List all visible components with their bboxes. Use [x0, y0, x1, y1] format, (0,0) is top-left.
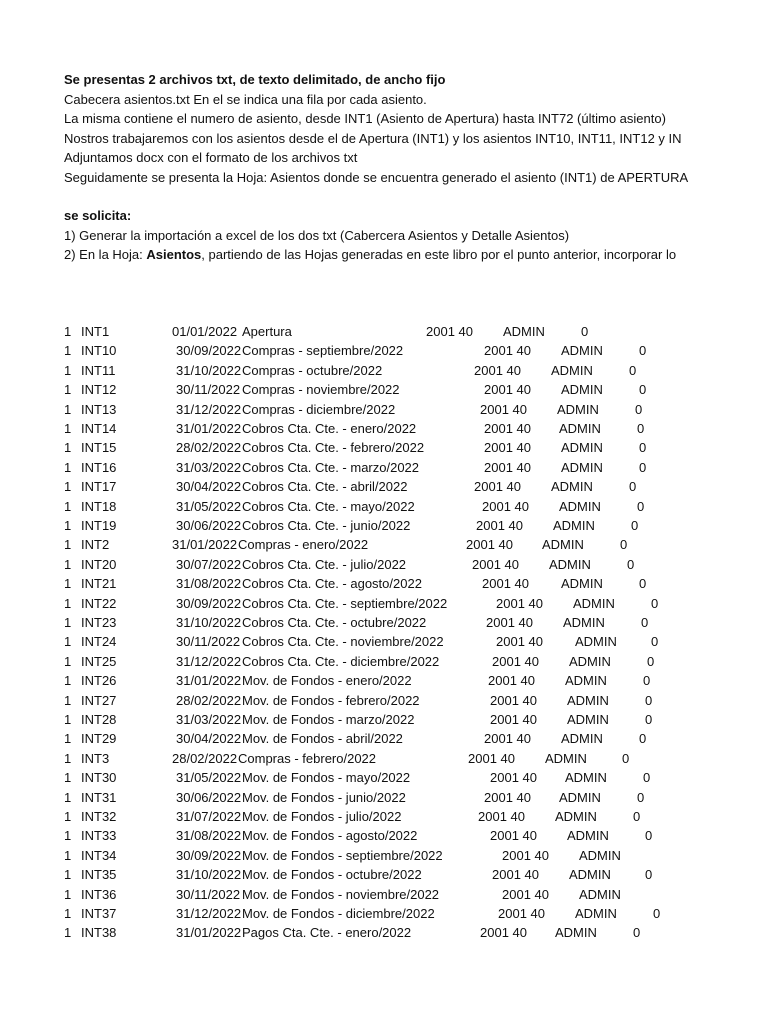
asiento-user: ADMIN [567, 712, 609, 727]
asiento-flag: 0 [643, 770, 651, 786]
asiento-description: Mov. de Fondos - mayo/2022 [242, 770, 411, 786]
asiento-number: 2001 40 [484, 789, 531, 805]
asiento-flag: 0 [633, 925, 641, 941]
asiento-code: INT3 [81, 750, 110, 766]
asiento-number: 2001 40 [472, 556, 519, 572]
request-item-2 [64, 245, 768, 265]
asiento-number: 2001 40 [468, 750, 515, 766]
table-row [0, 846, 768, 865]
asiento-flag: 0 [639, 731, 647, 747]
asiento-description: Cobros Cta. Cte. - diciembre/2022 [242, 653, 440, 669]
asiento-date: 31/12/2022 [176, 906, 242, 921]
asiento-number: 2001 40 [484, 343, 531, 359]
table-row [0, 341, 768, 360]
asiento-flag: 0 [647, 653, 655, 669]
asiento-description: Cobros Cta. Cte. - noviembre/2022 [242, 634, 444, 650]
intro-line-5: Adjuntamos docx con el formato de los archivos txt [64, 150, 358, 165]
asiento-number: 2001 40 [478, 809, 525, 824]
table-row [0, 535, 768, 554]
asiento-date: 30/07/2022 [176, 556, 242, 572]
asiento-description: Mov. de Fondos - enero/2022 [242, 673, 412, 689]
table-row [0, 361, 768, 380]
asiento-flag: 0 [645, 828, 653, 844]
asiento-number: 2001 40 [486, 615, 533, 630]
asiento-date: 30/04/2022 [176, 479, 242, 495]
asiento-flag: 0 [645, 712, 653, 727]
asiento-flag: 0 [651, 595, 659, 611]
asiento-date: 31/05/2022 [176, 498, 242, 514]
asiento-date: 31/12/2022 [176, 401, 242, 417]
table-row [0, 923, 768, 942]
asiento-number: 2001 40 [492, 653, 539, 669]
row-number: 1 [64, 673, 72, 689]
request-item-1: 1) Generar la importación a excel de los dos txt (Cabercera Asientos y Detalle Asientos) [64, 227, 570, 243]
row-number: 1 [64, 925, 72, 941]
spacer [64, 187, 768, 206]
asiento-number: 2001 40 [484, 731, 531, 747]
asiento-date: 31/10/2022 [176, 867, 242, 883]
asiento-date: 31/03/2022 [176, 712, 242, 727]
asiento-flag: 0 [639, 343, 647, 359]
table-row [0, 885, 768, 904]
request-item-2-bold: Asientos [146, 247, 202, 262]
asiento-user: ADMIN [565, 673, 607, 689]
asiento-number: 2001 40 [490, 770, 537, 786]
asiento-number: 2001 40 [426, 324, 473, 339]
asiento-number: 2001 40 [492, 867, 539, 883]
asiento-code: INT32 [81, 809, 117, 824]
row-number: 1 [64, 401, 72, 417]
asiento-date: 30/09/2022 [176, 343, 242, 359]
asiento-date: 31/10/2022 [176, 615, 242, 630]
asiento-code: INT16 [81, 459, 117, 475]
asiento-date: 30/06/2022 [176, 518, 242, 533]
row-number: 1 [64, 479, 72, 495]
asiento-code: INT17 [81, 479, 117, 495]
row-number: 1 [64, 576, 72, 592]
row-number: 1 [64, 343, 72, 359]
asiento-description: Compras - enero/2022 [238, 537, 369, 553]
asiento-description: Mov. de Fondos - junio/2022 [242, 789, 406, 805]
asiento-user: ADMIN [545, 750, 587, 766]
asiento-description: Compras - diciembre/2022 [242, 401, 396, 417]
asiento-flag: 0 [633, 809, 641, 824]
row-number: 1 [64, 498, 72, 514]
asiento-description: Mov. de Fondos - diciembre/2022 [242, 906, 435, 921]
asiento-user: ADMIN [561, 731, 603, 747]
asiento-number: 2001 40 [484, 382, 531, 398]
asiento-date: 28/02/2022 [176, 440, 242, 456]
asiento-flag: 0 [637, 421, 645, 436]
asiento-number: 2001 40 [476, 518, 523, 533]
asiento-user: ADMIN [559, 789, 601, 805]
asiento-user: ADMIN [549, 556, 591, 572]
asiento-user: ADMIN [575, 906, 617, 921]
asiento-date: 30/11/2022 [176, 886, 241, 902]
asiento-code: INT10 [81, 343, 117, 359]
asiento-description: Mov. de Fondos - abril/2022 [242, 731, 403, 747]
table-row [0, 826, 768, 845]
asiento-description: Mov. de Fondos - agosto/2022 [242, 828, 418, 844]
asiento-date: 01/01/2022 [172, 324, 238, 339]
row-number: 1 [64, 809, 72, 824]
table-row [0, 904, 768, 923]
asiento-description: Compras - febrero/2022 [238, 750, 377, 766]
asiento-user: ADMIN [553, 518, 595, 533]
asiento-user: ADMIN [579, 847, 621, 863]
asiento-flag: 0 [653, 906, 661, 921]
asiento-number: 2001 40 [490, 712, 537, 727]
row-number: 1 [64, 362, 72, 378]
asiento-description: Compras - octubre/2022 [242, 362, 383, 378]
row-number: 1 [64, 886, 72, 902]
table-row [0, 632, 768, 651]
asiento-number: 2001 40 [484, 459, 531, 475]
asiento-code: INT18 [81, 498, 117, 514]
asiento-flag: 0 [622, 750, 630, 766]
asiento-date: 31/01/2022 [176, 925, 242, 941]
table-row [0, 671, 768, 690]
asiento-code: INT12 [81, 382, 117, 398]
row-number: 1 [64, 867, 72, 883]
row-number: 1 [64, 692, 72, 708]
row-number: 1 [64, 634, 72, 650]
row-number: 1 [64, 421, 72, 436]
asiento-code: INT2 [81, 537, 110, 553]
row-number: 1 [64, 615, 72, 630]
asiento-number: 2001 40 [498, 906, 545, 921]
asiento-description: Cobros Cta. Cte. - febrero/2022 [242, 440, 425, 456]
row-number: 1 [64, 440, 72, 456]
asiento-code: INT30 [81, 770, 117, 786]
row-number: 1 [64, 537, 72, 553]
row-number: 1 [64, 750, 72, 766]
asiento-user: ADMIN [555, 809, 597, 824]
asiento-date: 31/01/2022 [176, 421, 242, 436]
asiento-flag: 0 [620, 537, 628, 553]
asiento-flag: 0 [637, 789, 645, 805]
asiento-description: Cobros Cta. Cte. - julio/2022 [242, 556, 407, 572]
asiento-number: 2001 40 [496, 595, 543, 611]
asiento-code: INT31 [81, 789, 117, 805]
asiento-description: Cobros Cta. Cte. - mayo/2022 [242, 498, 415, 514]
asiento-number: 2001 40 [496, 634, 543, 650]
asiento-date: 28/02/2022 [172, 750, 238, 766]
table-row [0, 477, 768, 496]
asiento-description: Mov. de Fondos - octubre/2022 [242, 867, 422, 883]
table-row [0, 555, 768, 574]
table-row [0, 807, 768, 826]
asiento-user: ADMIN [559, 498, 601, 514]
asiento-user: ADMIN [561, 440, 603, 456]
asiento-code: INT21 [81, 576, 117, 592]
asientos-table [0, 322, 768, 1022]
asiento-user: ADMIN [579, 886, 621, 902]
asiento-description: Cobros Cta. Cte. - marzo/2022 [242, 459, 420, 475]
table-row [0, 613, 768, 632]
asiento-user: ADMIN [569, 867, 611, 883]
asiento-description: Cobros Cta. Cte. - abril/2022 [242, 479, 408, 495]
asiento-flag: 0 [645, 692, 653, 708]
asiento-description: Cobros Cta. Cte. - agosto/2022 [242, 576, 422, 592]
table-row [0, 865, 768, 884]
asiento-user: ADMIN [561, 382, 603, 398]
asiento-user: ADMIN [503, 324, 545, 339]
asiento-date: 30/09/2022 [176, 847, 242, 863]
table-row [0, 516, 768, 535]
asiento-date: 30/04/2022 [176, 731, 242, 747]
asiento-number: 2001 40 [482, 576, 529, 592]
asiento-description: Cobros Cta. Cte. - junio/2022 [242, 518, 411, 533]
asiento-date: 30/06/2022 [176, 789, 242, 805]
request-item-2-pre: 2) En la Hoja: [64, 247, 147, 262]
asiento-code: INT27 [81, 692, 117, 708]
row-number: 1 [64, 459, 72, 475]
row-number: 1 [64, 382, 72, 398]
asiento-code: INT24 [81, 634, 117, 650]
asiento-code: INT19 [81, 518, 117, 533]
asiento-date: 31/10/2022 [176, 362, 242, 378]
intro-line-4: Nostros trabajaremos con los asientos desde el de Apertura (INT1) y los asientos INT10, INT11, INT12 y IN [64, 130, 682, 146]
asiento-number: 2001 40 [474, 362, 521, 378]
asiento-user: ADMIN [542, 537, 584, 553]
request-heading: se solicita: [64, 208, 132, 223]
table-row [0, 768, 768, 787]
asiento-date: 31/07/2022 [176, 809, 242, 824]
table-row [0, 419, 768, 438]
asiento-description: Mov. de Fondos - noviembre/2022 [242, 886, 440, 902]
asiento-code: INT36 [81, 886, 117, 902]
intro-heading: Se presentas 2 archivos txt, de texto delimitado, de ancho fijo [64, 72, 446, 87]
asiento-flag: 0 [639, 576, 647, 592]
asiento-date: 30/09/2022 [176, 595, 242, 611]
asiento-flag: 0 [635, 401, 643, 417]
asiento-flag: 0 [637, 498, 645, 514]
asiento-user: ADMIN [559, 421, 601, 436]
table-row [0, 594, 768, 613]
row-number: 1 [64, 847, 72, 863]
asiento-flag: 0 [629, 362, 637, 378]
table-row [0, 497, 768, 516]
asiento-number: 2001 40 [488, 673, 535, 689]
asiento-code: INT25 [81, 653, 117, 669]
asiento-description: Mov. de Fondos - febrero/2022 [242, 692, 420, 708]
asiento-code: INT26 [81, 673, 117, 689]
asiento-description: Compras - septiembre/2022 [242, 343, 404, 359]
asiento-description: Apertura [242, 324, 292, 339]
asiento-user: ADMIN [555, 925, 597, 941]
row-number: 1 [64, 828, 72, 844]
table-row [0, 729, 768, 748]
asiento-code: INT11 [81, 362, 116, 378]
asiento-flag: 0 [639, 440, 647, 456]
row-number: 1 [64, 595, 72, 611]
asiento-number: 2001 40 [480, 401, 527, 417]
table-row [0, 322, 768, 341]
row-number: 1 [64, 770, 72, 786]
asiento-description: Cobros Cta. Cte. - octubre/2022 [242, 615, 427, 630]
table-row [0, 710, 768, 729]
table-row [0, 400, 768, 419]
asiento-description: Pagos Cta. Cte. - enero/2022 [242, 925, 412, 941]
asiento-code: INT37 [81, 906, 117, 921]
asiento-number: 2001 40 [502, 886, 549, 902]
asiento-date: 30/11/2022 [176, 634, 241, 650]
asiento-code: INT15 [81, 440, 117, 456]
asiento-flag: 0 [631, 518, 639, 533]
asiento-date: 31/01/2022 [176, 673, 242, 689]
intro-line-3: La misma contiene el numero de asiento, desde INT1 (Asiento de Apertura) hasta INT72 (último asiento) [64, 111, 666, 126]
table-row [0, 458, 768, 477]
asiento-flag: 0 [581, 324, 589, 339]
asiento-code: INT14 [81, 421, 117, 436]
table-row [0, 652, 768, 671]
asiento-code: INT35 [81, 867, 117, 883]
asiento-description: Compras - noviembre/2022 [242, 382, 400, 398]
intro-text [64, 70, 768, 265]
asiento-user: ADMIN [573, 595, 615, 611]
row-number: 1 [64, 731, 72, 747]
asiento-number: 2001 40 [484, 440, 531, 456]
asiento-user: ADMIN [567, 692, 609, 708]
intro-line-2: Cabecera asientos.txt En el se indica una fila por cada asiento. [64, 91, 427, 107]
asiento-code: INT34 [81, 847, 117, 863]
asiento-user: ADMIN [575, 634, 617, 650]
request-item-2-post: , partiendo de las Hojas generadas en este libro por el punto anterior, incorporar lo [201, 247, 677, 262]
asiento-user: ADMIN [567, 828, 609, 844]
asiento-number: 2001 40 [484, 421, 531, 436]
asiento-code: INT23 [81, 615, 117, 630]
row-number: 1 [64, 556, 72, 572]
asiento-description: Mov. de Fondos - septiembre/2022 [242, 847, 443, 863]
asiento-flag: 0 [641, 615, 649, 630]
asiento-date: 31/01/2022 [172, 537, 238, 553]
asiento-flag: 0 [627, 556, 635, 572]
asiento-date: 31/05/2022 [176, 770, 242, 786]
row-number: 1 [64, 906, 72, 921]
asiento-flag: 0 [651, 634, 659, 650]
asiento-user: ADMIN [551, 362, 593, 378]
asiento-flag: 0 [645, 867, 653, 883]
asiento-number: 2001 40 [480, 925, 527, 941]
asiento-number: 2001 40 [502, 847, 549, 863]
asiento-date: 31/08/2022 [176, 828, 242, 844]
asiento-user: ADMIN [561, 576, 603, 592]
row-number: 1 [64, 653, 72, 669]
asiento-code: INT29 [81, 731, 117, 747]
asiento-user: ADMIN [563, 615, 605, 630]
asiento-date: 31/03/2022 [176, 459, 242, 475]
asiento-description: Mov. de Fondos - marzo/2022 [242, 712, 415, 727]
asiento-code: INT38 [81, 925, 117, 941]
asiento-description: Cobros Cta. Cte. - enero/2022 [242, 421, 417, 436]
asiento-user: ADMIN [557, 401, 599, 417]
table-row [0, 788, 768, 807]
asiento-user: ADMIN [561, 343, 603, 359]
asiento-code: INT13 [81, 401, 117, 417]
row-number: 1 [64, 518, 72, 533]
asiento-number: 2001 40 [490, 692, 537, 708]
asiento-user: ADMIN [565, 770, 607, 786]
asiento-date: 28/02/2022 [176, 692, 242, 708]
intro-line-6: Seguidamente se presenta la Hoja: Asientos donde se encuentra generado el asiento (INT1) de APERTURA [64, 169, 689, 185]
asiento-date: 30/11/2022 [176, 382, 241, 398]
table-row [0, 574, 768, 593]
asiento-code: INT20 [81, 556, 117, 572]
row-number: 1 [64, 712, 72, 727]
table-row [0, 380, 768, 399]
table-row [0, 691, 768, 710]
asiento-number: 2001 40 [474, 479, 521, 495]
asiento-flag: 0 [643, 673, 651, 689]
asiento-code: INT33 [81, 828, 117, 844]
asiento-flag: 0 [639, 382, 647, 398]
asiento-code: INT28 [81, 712, 117, 727]
asiento-user: ADMIN [569, 653, 611, 669]
table-row [0, 749, 768, 768]
asiento-user: ADMIN [561, 459, 603, 475]
asiento-description: Mov. de Fondos - julio/2022 [242, 809, 402, 824]
asiento-date: 31/08/2022 [176, 576, 242, 592]
asiento-description: Cobros Cta. Cte. - septiembre/2022 [242, 595, 448, 611]
asiento-flag: 0 [629, 479, 637, 495]
asiento-date: 31/12/2022 [176, 653, 242, 669]
row-number: 1 [64, 324, 72, 339]
row-number: 1 [64, 789, 72, 805]
asiento-number: 2001 40 [490, 828, 537, 844]
asiento-code: INT1 [81, 324, 110, 339]
asiento-flag: 0 [639, 459, 647, 475]
asiento-number: 2001 40 [466, 537, 513, 553]
table-row [0, 438, 768, 457]
asiento-code: INT22 [81, 595, 117, 611]
asiento-number: 2001 40 [482, 498, 529, 514]
asiento-user: ADMIN [551, 479, 593, 495]
